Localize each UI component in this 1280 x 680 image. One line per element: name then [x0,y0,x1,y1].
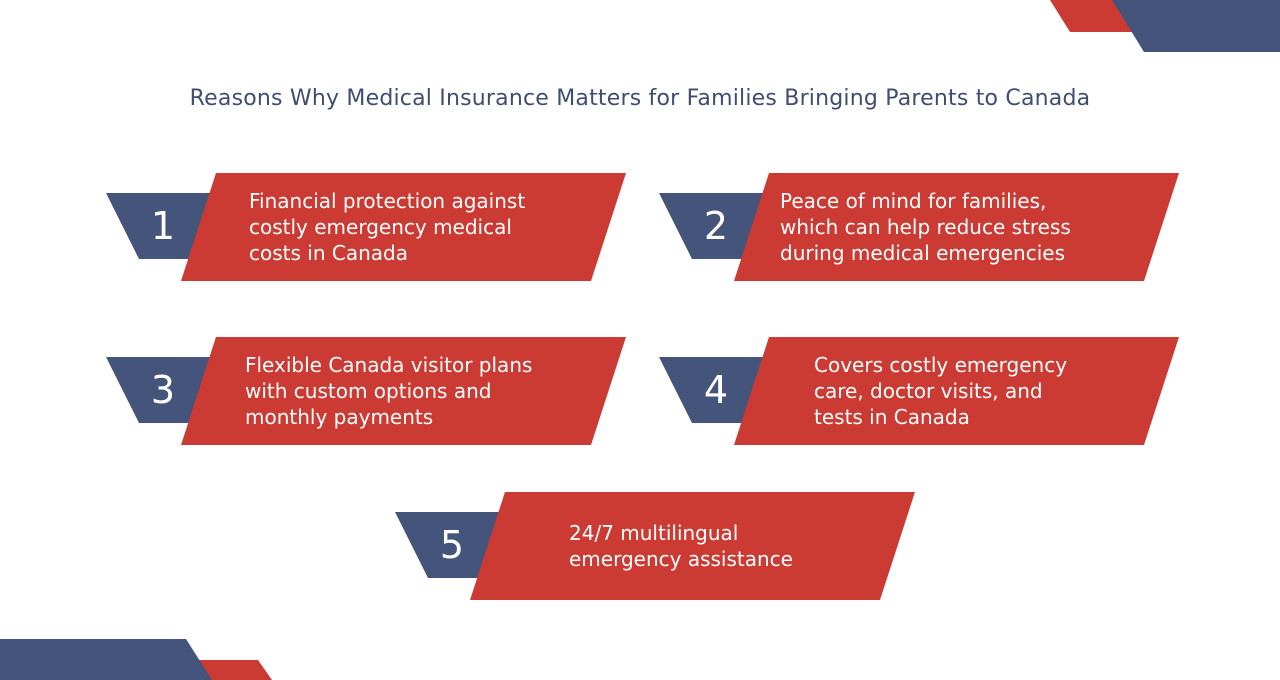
bottom-left-navy-stripe [0,639,212,680]
reason-item-5 [395,492,915,602]
reason-text: Flexible Canada visitor plans with custom options and monthly payments [245,353,533,429]
top-right-navy-stripe [1112,0,1280,52]
reason-number: 2 [703,204,729,248]
bottom-left-decoration [0,636,280,680]
reason-number: 5 [439,523,465,567]
reason-item-2 [659,173,1179,283]
top-right-decoration [1040,0,1280,60]
reason-item-1 [106,173,626,283]
reason-text: 24/7 multilingual emergency assistance [569,521,793,571]
reason-number: 4 [703,368,729,412]
reason-number: 1 [150,204,176,248]
reason-item-4 [659,337,1179,447]
reason-text: Financial protection against costly emergency medical costs in Canada [249,189,526,265]
reason-number: 3 [150,368,176,412]
page-title: Reasons Why Medical Insurance Matters for Families Bringing Parents to Canada [189,86,1091,111]
reason-text: Covers costly emergency care, doctor visits, and tests in Canada [814,353,1068,429]
reason-item-3 [106,337,626,447]
reason-text: Peace of mind for families, which can help reduce stress during medical emergencies [780,189,1071,265]
